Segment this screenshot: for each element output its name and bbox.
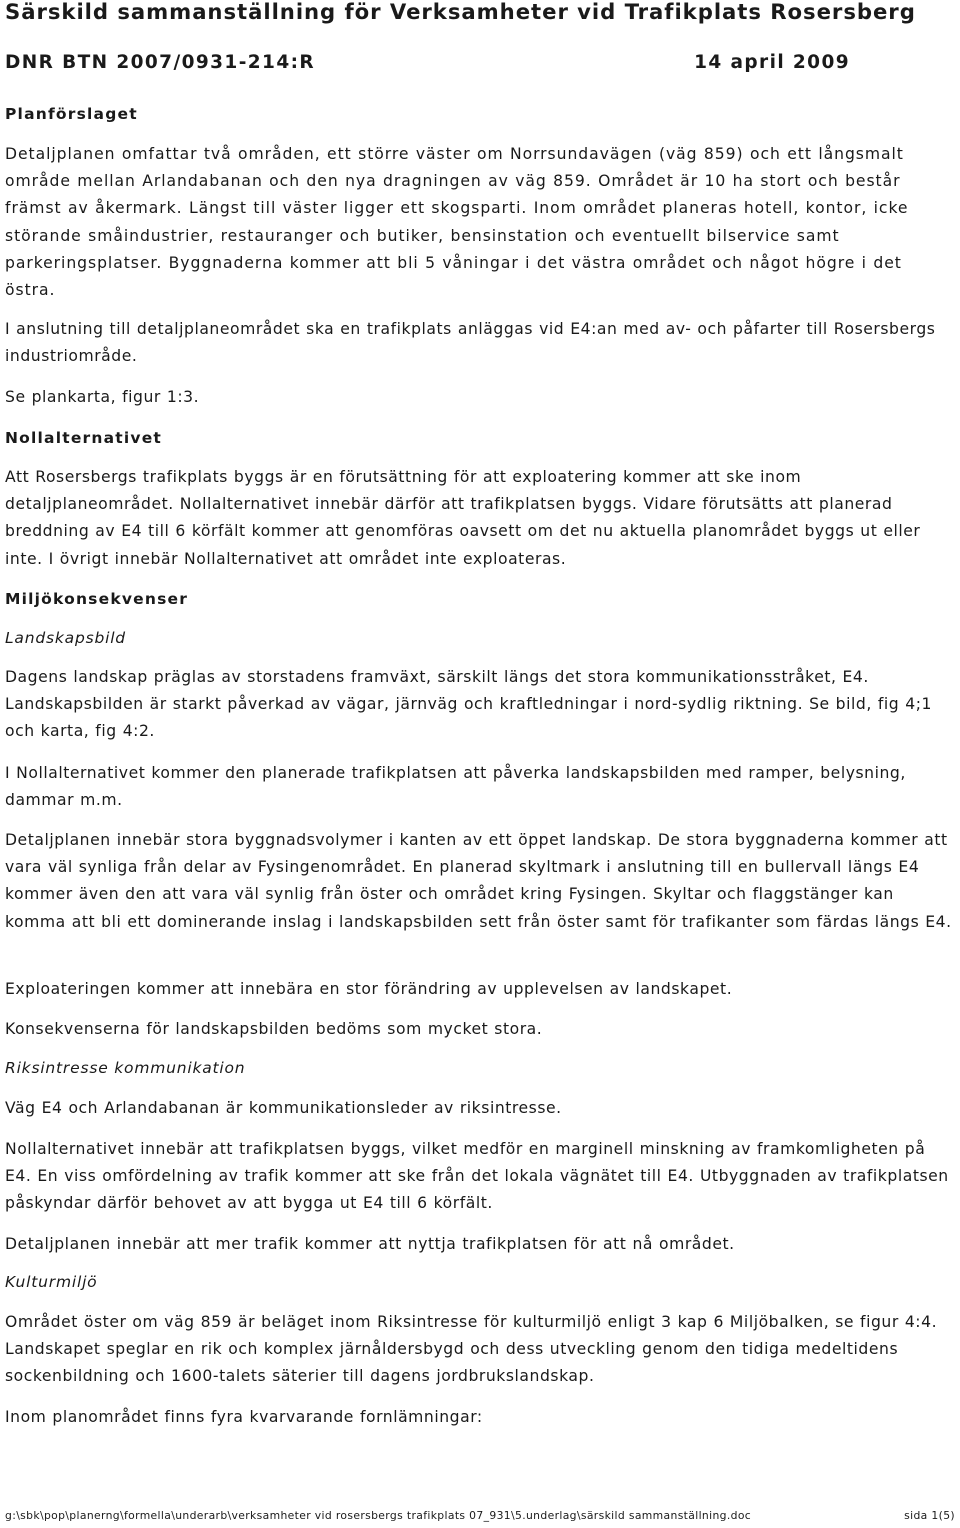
- document-date: 14 april 2009: [694, 52, 850, 73]
- planforslaget-paragraph-1: Detaljplanen omfattar två områden, ett större väster om Norrsundavägen (väg 859) och ett långsmalt område mellan Arlandabanan och den nya dragningen av väg 859. Området är 10 ha stort och består främst av åkermark. Längst till väster ligger ett skogsparti. Inom området planeras hotell, kontor, icke störande småindustrier, restauranger och butiker, bensinstation och eventuellt bilservice samt parkeringsplatser. Byggnaderna kommer att bli 5 våningar i det västra området och något högre i det östra.: [5, 145, 909, 300]
- landskapsbild-paragraph-3: Detaljplanen innebär stora byggnadsvolymer i kanten av ett öppet landskap. De stora byggnaderna kommer att vara väl synliga från delar av Fysingenområdet. En planerad skyltmark i anslutning till en bullervall längs E4 kommer även den att vara väl synlig från öster och området kring Fysingen. Skyltar och flaggstänger kan komma att bli ett dominerande inslag i landskapsbilden sett från öster samt för trafikanter som färdas längs E4.: [5, 831, 952, 931]
- nollalternativet-paragraph-1: Att Rosersbergs trafikplats byggs är en förutsättning för att exploatering kommer att ske inom detaljplaneområdet. Nollalternativet innebär därför att trafikplatsen byggs. Vidare förutsätts att planerad breddning av E4 till 6 körfält kommer att genomföras oavsett om det nu aktuella planområdet byggs ut eller inte. I övrigt innebär Nollalternativet att området inte exploateras.: [5, 468, 921, 568]
- landskapsbild-paragraph-1: Dagens landskap präglas av storstadens framväxt, särskilt längs det stora kommunikationsstråket, E4. Landskapsbilden är starkt påverkad av vägar, järnväg och kraftledningar i nord-sydlig riktning. Se bild, fig 4;1 och karta, fig 4:2.: [5, 668, 932, 741]
- kulturmiljo-paragraph-2: Inom planområdet finns fyra kvarvarande fornlämningar:: [5, 1408, 483, 1426]
- subheading-landskapsbild: Landskapsbild: [5, 629, 126, 647]
- landskapsbild-paragraph-5: Konsekvenserna för landskapsbilden bedöms som mycket stora.: [5, 1020, 543, 1038]
- kulturmiljo-paragraph-1: Området öster om väg 859 är beläget inom Riksintresse för kulturmiljö enligt 3 kap 6 Miljöbalken, se figur 4:4. Landskapet speglar en rik och komplex järnåldersbygd och dess utveckling genom den tidiga medeltidens sockenbildning och 1600-talets säterier till dagens jordbrukslandskap.: [5, 1313, 938, 1386]
- diary-number: DNR BTN 2007/0931-214:R: [5, 52, 316, 73]
- landskapsbild-paragraph-2: I Nollalternativet kommer den planerade trafikplatsen att påverka landskapsbilden med ramper, belysning, dammar m.m.: [5, 764, 906, 810]
- heading-nollalternativet: Nollalternativet: [5, 429, 163, 447]
- riksintresse-paragraph-3: Detaljplanen innebär att mer trafik kommer att nyttja trafikplatsen för att nå området.: [5, 1235, 735, 1253]
- subheading-kulturmiljo: Kulturmiljö: [5, 1273, 98, 1291]
- riksintresse-paragraph-2: Nollalternativet innebär att trafikplatsen byggs, vilket medför en marginell minskning av framkomligheten på E4. En viss omfördelning av trafik kommer att ske från det lokala vägnätet till E4. Utbyggnaden av trafikplatsen påskyndar därför behovet av att bygga ut E4 till 6 körfält.: [5, 1140, 949, 1213]
- footer-page-number: sida 1(5): [904, 1509, 955, 1522]
- heading-planforslaget: Planförslaget: [5, 105, 138, 123]
- subheading-riksintresse: Riksintresse kommunikation: [5, 1059, 246, 1077]
- riksintresse-paragraph-1: Väg E4 och Arlandabanan är kommunikationsleder av riksintresse.: [5, 1099, 562, 1117]
- heading-miljokonsekvenser: Miljökonsekvenser: [5, 590, 189, 608]
- footer-file-path: g:\sbk\pop\planerng\formella\underarb\verksamheter vid rosersbergs trafikplats 07_931\5.underlag\särskild sammanställning.doc: [5, 1509, 752, 1522]
- planforslaget-paragraph-3: Se plankarta, figur 1:3.: [5, 388, 200, 406]
- landskapsbild-paragraph-4: Exploateringen kommer att innebära en stor förändring av upplevelsen av landskapet.: [5, 980, 733, 998]
- planforslaget-paragraph-2: I anslutning till detaljplaneområdet ska en trafikplats anläggas vid E4:an med av- och påfarter till Rosersbergs industriområde.: [5, 320, 936, 366]
- document-title: Särskild sammanställning för Verksamheter vid Trafikplats Rosersberg: [5, 0, 916, 24]
